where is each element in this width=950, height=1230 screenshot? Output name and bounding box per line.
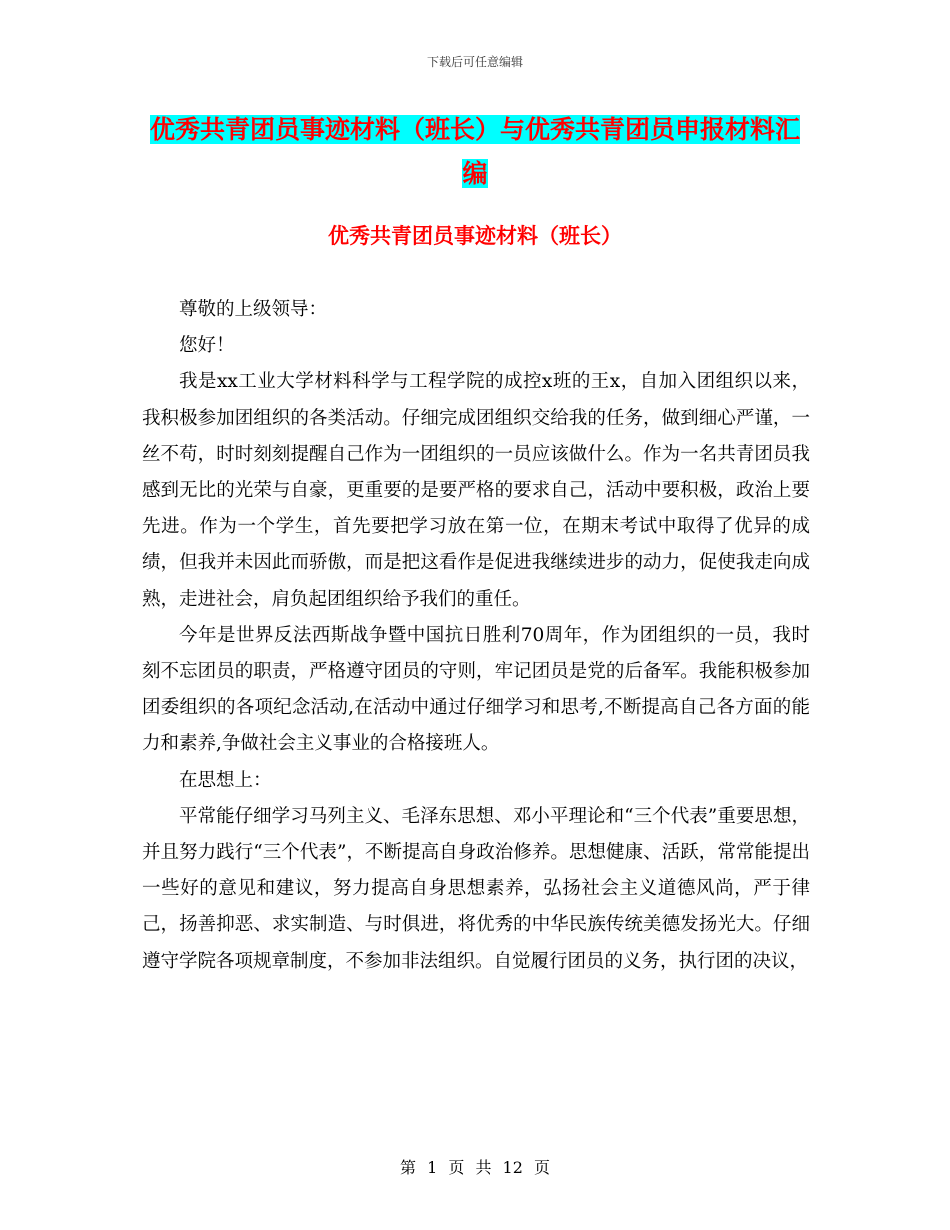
body-paragraph: 我是xx工业大学材料科学与工程学院的成控x班的王x，自加入团组织以来，我积极参加团组织的各类活动。仔细完成团组织交给我的任务，做到细心严谨，一丝不苟，时时刻刻提醒自己作为一团组织的一员应该做什么。作为一名共青团员我感到无比的光荣与自豪，更重要的是要严格的要求自己，活动中要积极，政治上要先进。作为一个学生，首先要把学习放在第一位，在期末考试中取得了优异的成绩，但我并未因此而骄傲，而是把这看作是促进我继续进步的动力，促使我走向成熟，走进社会，肩负起团组织给予我们的重任。: [142, 371, 810, 610]
document-title-text: 优秀共青团员事迹材料（班长）与优秀共青团员申报材料汇编: [149, 115, 800, 188]
subheading-thought: 在思想上：: [179, 769, 272, 791]
body-paragraph: 今年是世界反法西斯战争暨中国抗日胜利70周年，作为团组织的一员，我时刻不忘团员的职责，严格遵守团员的守则，牢记团员是党的后备军。我能积极参加团委组织的各项纪念活动,在活动中通过仔细学习和思考,不断提高自己各方面的能力和素养,争做社会主义事业的合格接班人。: [142, 624, 810, 755]
section-title: 优秀共青团员事迹材料（班长）: [328, 224, 622, 248]
header-note: 下载后可任意编辑: [426, 55, 523, 69]
page-number-footer: 第 1 页 共 12 页: [400, 1158, 550, 1177]
body-paragraph: 平常能仔细学习马列主义、毛泽东思想、邓小平理论和“三个代表”重要思想，并且努力践行“三个代表”，不断提高自身政治修养。思想健康、活跃，常常能提出一些好的意见和建议，努力提高自身思想素养，弘扬社会主义道德风尚，严于律己，扬善抑恶、求实制造、与时俱进，将优秀的中华民族传统美德发扬光大。仔细遵守学院各项规章制度，不参加非法组织。自觉履行团员的义务，执行团的决议，: [142, 805, 810, 972]
greeting: 您好！: [179, 335, 235, 357]
document-title: [140, 108, 810, 196]
document-body: [142, 292, 810, 980]
salutation: 尊敬的上级领导：: [179, 299, 328, 320]
